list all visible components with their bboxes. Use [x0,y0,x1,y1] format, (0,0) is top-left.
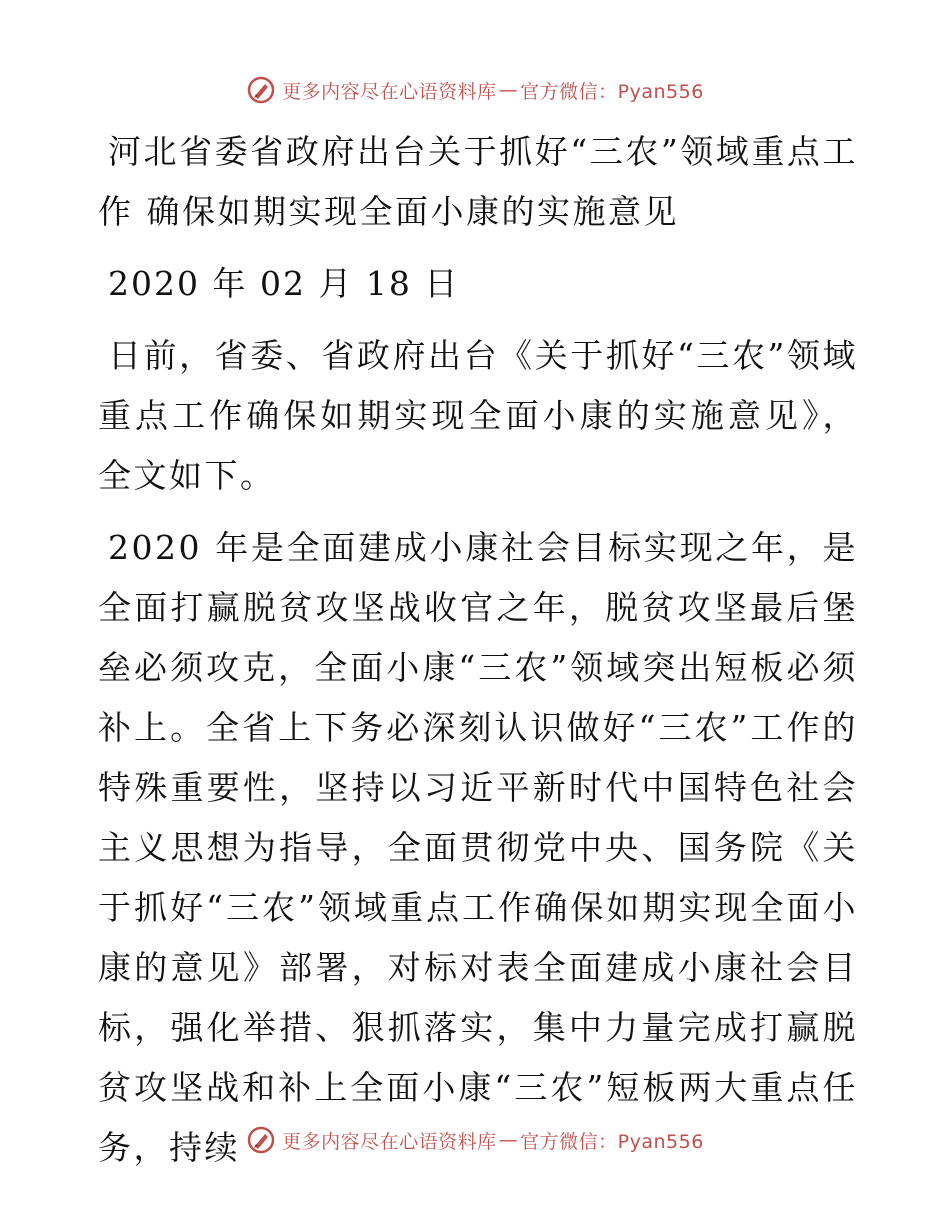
header-watermark [0,70,950,110]
paragraph-intro: 日前，省委、省政府出台《关于抓好“三农”领域重点工作确保如期实现全面小康的实施意见》，全文如下。 [98,336,858,495]
watermark-text: 更多内容尽在心语资料库 [282,80,497,103]
document-date: 2020 年 02 月 18 日 [108,264,460,303]
watermark-separator: — [498,79,519,101]
pen-logo-icon [246,75,276,105]
watermark-text: 更多内容尽在心语资料库 [282,1130,497,1153]
document-body [98,122,858,1190]
watermark-separator: — [498,1129,519,1151]
watermark-contact: 官方微信：Pyan556 [520,80,704,103]
footer-watermark [0,1120,950,1160]
paragraph-main: 2020 年是全面建成小康社会目标实现之年，是全面打赢脱贫攻坚战收官之年，脱贫攻坚最后堡垒必须攻克，全面小康“三农”领域突出短板必须补上。全省上下务必深刻认识做好“三农”工作的特殊重要性，坚持以习近平新时代中国特色社会主义思想为指导，全面贯彻党中央、国务院《关于抓好“三农”领域重点工作确保如期实现全面小康的意见》部署，对标对表全面建成小康社会目标，强化举措、狠抓落实，集中力量完成打赢脱贫攻坚战和补上全面小康“三农”短板两大重点任务，持续 [98,528,858,1167]
document-title: 河北省委省政府出台关于抓好“三农”领域重点工作 确保如期实现全面小康的实施意见 [98,132,858,231]
pen-logo-icon [246,1125,276,1155]
watermark-contact: 官方微信：Pyan556 [520,1130,704,1153]
